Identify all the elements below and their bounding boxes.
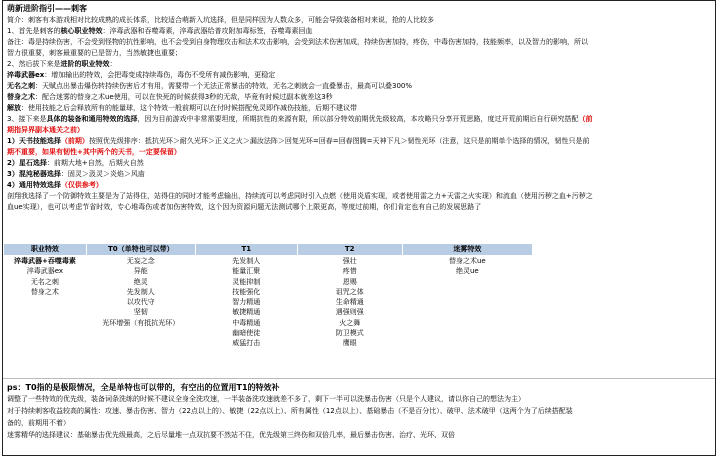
table-cell	[4, 318, 87, 328]
skillbook-line: 1）天书技能选择（前期）按照优先级排序：抵抗光环＞耐久光环＞正义之火＞漏汝法阵＞回复光环=回春=回春图腾=天神下凡＞韧性光环（注意，这只是前期单个选择的情况，韧性只是前	[7, 137, 590, 145]
table-cell	[4, 328, 87, 338]
table-cell	[402, 328, 532, 338]
table-cell: 敏捷精通	[232, 308, 261, 317]
table-cell: 防卫模式	[335, 329, 364, 338]
table-row	[4, 328, 533, 338]
page-title: 萌新进阶指引——刺客	[7, 4, 87, 13]
intro-line: 简介：刺客有本游戏相对比较成熟的成长体系，比较适合萌新入坑选择，但是同样因为人数众多，可能会导致装备相对来说，抢的人比较多	[7, 16, 434, 24]
discussion-line-2: 血ue实现），也可以考虑节省时效，专心堆毒伤或者加伤害特效，这个因为资源问题无法测试哪个上限更高，等度过前期，你们肯定也有自己的发展思路了	[7, 203, 482, 211]
table-cell	[86, 328, 195, 338]
table-header-row	[4, 244, 533, 256]
table-header-cell: T2	[297, 244, 402, 256]
table-cell: 遇强则强	[335, 308, 364, 317]
table-cell: 无名之刺	[30, 277, 59, 286]
table-cell: 淬毒武器ex	[26, 267, 64, 276]
footer-line-3: 备的，前期用不着）	[7, 419, 70, 427]
table-header-cell: 职业特效	[4, 244, 87, 256]
table-cell: 无妄之念	[126, 257, 155, 265]
divider	[3, 378, 715, 379]
table-cell: 异能	[133, 267, 148, 276]
table-cell: 技能强化	[232, 287, 261, 296]
table-cell	[4, 307, 87, 317]
table-cell: 绝灵ue	[455, 267, 479, 276]
discussion-line-1: 剖翔我选择了一个防御特效主要是为了站得住，站得住的同时才能考虑输出，持续流可以考虑同时引入点燃（使用炎盾实现，或者使用雷之力+天雷之火实现）和流血（使用污秽之血+污秽之	[7, 192, 593, 200]
table-cell	[4, 338, 87, 348]
equipment-line: 3、接下来是具体的装备和通用特效的选择，因为目前游戏中非常需要坦度，所期抗性的来源有限，所以部分特效前期优先级较高，本攻略只分享开荒思路，度过开荒前期后自行研究搭配（前	[7, 115, 593, 123]
table-cell	[402, 277, 532, 287]
footer-line-4: 迷雾精华的选择建议：基础暴击优先级最高，之后尽量堆一点双抗要不然站不住，优先级第三终伤和双倍几率，最后暴击伤害、治疗、光环、双倍	[7, 431, 455, 439]
table-cell: 灵能抑制	[232, 277, 261, 286]
footer-line-2: 对于持续刺客收益较高的属性：攻速、暴击伤害、智力（22点以上的）、敏捷（22点以上）、所有属性（12点以上）、基础暴击（不是百分比）、破甲、法术破甲（这两个为了后续搭配装	[7, 407, 573, 415]
table-cell: 以攻代守	[126, 298, 155, 307]
table-cell: 威猛打击	[232, 339, 261, 348]
table-cell	[402, 307, 532, 317]
table-cell: 绝灵	[133, 277, 148, 286]
core-effect-line: 1、首先是刺客的核心职业特效：淬毒武器和吞噬毒素，淬毒武器给普攻附加毒标签，吞噬毒素回血	[7, 27, 313, 35]
advanced-effect-line: 2、然后拔下来是进阶的职业特效：	[7, 60, 117, 68]
effect-poison-ex: 淬毒武器ex：增加输出的特效，会把毒变成持续毒伤，毒伤不受所有减伤影响，更稳定	[7, 71, 276, 79]
table-row	[4, 307, 533, 317]
table-cell: 替身之术ue	[448, 257, 486, 265]
table-cell: 疼惜	[342, 267, 357, 276]
table-header-cell: 迷雾特效	[402, 244, 532, 256]
footer-line-1: 调整了一些特效的优先级，装备词条洗练的时候不建议全身全洗攻速，一半装备洗攻速就差不多了，剩下一半可以洗暴击伤害（只是个人建议，请以你自己的想法为主）	[7, 395, 525, 403]
table-cell: 淬毒武器+吞噬毒素	[13, 257, 76, 265]
table-row	[4, 256, 533, 267]
general-effect-line: 4）通用特效选择（仅供参考）	[7, 181, 103, 189]
table-cell	[402, 297, 532, 307]
table-cell: 光环增强（有抵抗光环）	[102, 318, 180, 327]
table-row	[4, 318, 533, 328]
table-row	[4, 266, 533, 276]
guide-sheet	[2, 0, 716, 456]
table-cell: 生命精通	[335, 298, 364, 307]
effect-nameless-thorn: 无名之刺：天赋点出暴击爆伤转持续伤害后才有用，需要带一个无法正常暴击的特效，无名之刺就会一直叠暴击，最高可以叠300%	[7, 82, 413, 90]
table-cell: 鹰眼	[342, 339, 357, 348]
table-cell: 替身之术	[30, 287, 59, 296]
table-cell: 恩赐	[342, 277, 357, 286]
table-cell: 智力精通	[232, 298, 261, 307]
table-cell: 诅咒之体	[335, 287, 364, 296]
table-cell: 坚韧	[133, 308, 148, 317]
effect-release: 解放：使用技能之后会释放所有的能量球，这个特效一般前期可以在付时候搭配免灵即作减伤技能，后期不建议带	[7, 104, 357, 112]
note-line-1: 备注：毒是持续伤害，不会受到怪物的抗性影响，也不会受到自身物理攻击和法术攻击影响，会受到法术伤害加成，持续伤害加持，疼伤，中毒伤害加持，技能频率，以及智力的影响，所以	[7, 38, 588, 46]
skillbook-note: 期不重要，如果有韧性+其中两个的天书，一定要保留）	[7, 148, 181, 156]
table-cell: 幽暗使徒	[232, 329, 261, 338]
table-cell: 先发制人	[126, 287, 155, 296]
starstone-line: 2）星石选择：前期大地+自然，后期火自然	[7, 159, 144, 167]
footer-ps: ps：T0指的是极限情况，全是单特也可以带的，有空出的位置用T1的特效补	[7, 383, 280, 392]
table-cell: 先发制人	[232, 257, 261, 265]
table-cell	[402, 338, 532, 348]
table-cell: 能量汇聚	[232, 267, 261, 276]
table-cell	[402, 318, 532, 328]
table-header-cell: T0（单特也可以带）	[86, 244, 195, 256]
table-cell	[86, 338, 195, 348]
table-row	[4, 287, 533, 297]
note-line-2: 智力很重要，刺客最重要的已是智力，当然敏捷也重要；	[7, 49, 182, 57]
effect-substitute: 替身之术：配合迷雾的替身之术ue使用，可以在快死的时候获得3秒的无敌，毕竟有时候过副本就差这3秒	[7, 93, 333, 101]
table-row	[4, 297, 533, 307]
table-cell	[402, 287, 532, 297]
equipment-line-cont: 期指异界副本通关之前）	[7, 126, 84, 134]
table-cell: 火之舞	[339, 318, 361, 327]
table-cell: 中毒精通	[232, 318, 261, 327]
table-header-cell: T1	[195, 244, 297, 256]
table-cell: 强壮	[342, 257, 357, 265]
table-cell	[4, 297, 87, 307]
table-row	[4, 277, 533, 287]
table-row	[4, 338, 533, 348]
effect-table	[3, 243, 533, 349]
chaos-artifact-line: 3）混沌秘器选择：固灵＞汲灵＞炎焰＞风庙	[7, 170, 145, 178]
